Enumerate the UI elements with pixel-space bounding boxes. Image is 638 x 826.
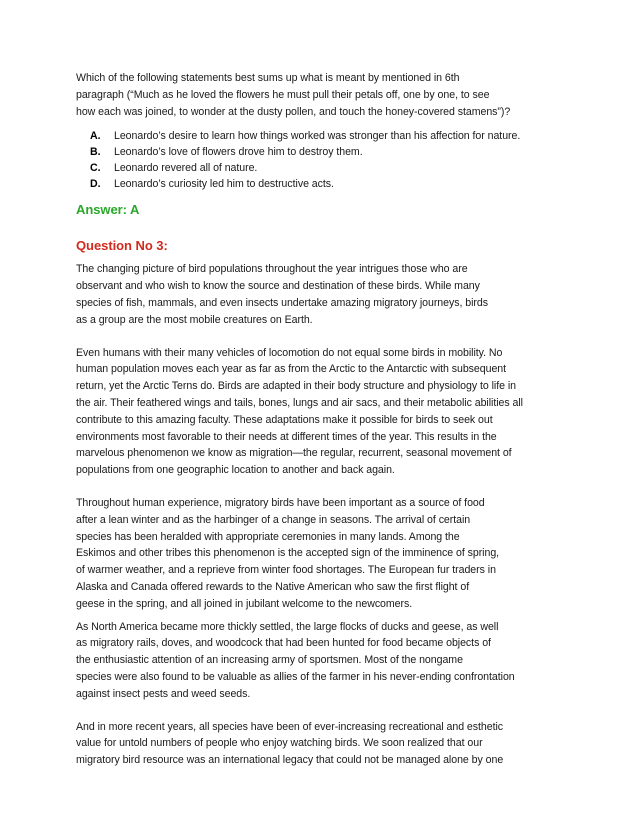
option-text: Leonardo’s love of flowers drove him to destroy them.: [114, 146, 363, 159]
question-line: Which of the following statements best sums up what is meant by mentioned in 6th: [76, 72, 460, 84]
paragraph-line: observant and who wish to know the source and destination of these birds. While many: [76, 280, 480, 293]
question-heading: Question No 3:: [76, 238, 168, 254]
paragraph-line: against insect pests and weed seeds.: [76, 687, 251, 700]
paragraph-line: as migratory rails, doves, and woodcock that had been hunted for food became objects of: [76, 637, 491, 650]
option-text: Leonardo’s curiosity led him to destructive acts.: [114, 178, 334, 191]
paragraph-line: environments most favorable to their needs at different times of the year. This results in the: [76, 430, 497, 443]
option-letter: A.: [90, 130, 101, 143]
option-text: Leonardo’s desire to learn how things worked was stronger than his affection for nature.: [114, 130, 521, 143]
question-line: paragraph (“Much as he loved the flowers he must pull their petals off, one by one, to see: [76, 88, 490, 101]
question-text: [76, 70, 566, 120]
paragraph-line: human population moves each year as far as from the Arctic to the Antarctic with subsequent: [76, 363, 507, 376]
paragraph-line: after a lean winter and as the harbinger of a change in seasons. The arrival of certain: [76, 513, 471, 526]
answer-options-list: [90, 128, 566, 192]
paragraph-3: [76, 495, 566, 613]
option-letter: D.: [90, 178, 101, 191]
paragraph-line: marvelous phenomenon we know as migration—the regular, recurrent, seasonal movement of: [76, 447, 512, 460]
option-a: [90, 128, 566, 144]
paragraph-line: return, yet the Arctic Terns do. Birds are adapted in their body structure and physiology to life in: [76, 380, 516, 393]
paragraph-line: As North America became more thickly settled, the large flocks of ducks and geese, as well: [76, 620, 499, 633]
paragraph-line: geese in the spring, and all joined in jubilant welcome to the newcomers.: [76, 597, 413, 610]
option-c: [90, 160, 566, 176]
option-d: [90, 176, 566, 192]
paragraph-line: of warmer weather, and a reprieve from winter food shortages. The European fur traders in: [76, 564, 496, 577]
paragraph-5: [76, 719, 566, 769]
option-letter: B.: [90, 146, 101, 159]
paragraph-2: [76, 345, 566, 479]
paragraph-line: as a group are the most mobile creatures on Earth.: [76, 313, 313, 326]
paragraph-4: [76, 619, 566, 703]
paragraph-1: [76, 261, 566, 328]
paragraph-line: value for untold numbers of people who enjoy watching birds. We soon realized that our: [76, 737, 483, 750]
paragraph-line: contribute to this amazing faculty. These adaptations make it possible for birds to seek out: [76, 413, 493, 426]
paragraph-line: species were also found to be valuable as allies of the farmer in his never-ending confrontation: [76, 670, 515, 683]
paragraph-line: And in more recent years, all species have been of ever-increasing recreational and esthetic: [76, 720, 504, 733]
paragraph-line: Even humans with their many vehicles of locomotion do not equal some birds in mobility. No: [76, 346, 503, 359]
question-line: how each was joined, to wonder at the dusty pollen, and touch the honey-covered stamens”)?: [76, 105, 511, 118]
paragraph-line: Eskimos and other tribes this phenomenon is the accepted sign of the imminence of spring,: [76, 547, 500, 560]
document-page: [76, 70, 566, 769]
paragraph-line: species has been heralded with appropriate ceremonies in many lands. Among the: [76, 530, 460, 543]
answer-label: Answer: A: [76, 202, 140, 218]
option-b: [90, 144, 566, 160]
option-letter: C.: [90, 162, 101, 175]
paragraph-line: the enthusiastic attention of an increasing army of sportsmen. Most of the nongame: [76, 654, 463, 667]
paragraph-line: Alaska and Canada offered rewards to the Native American who saw the first flight of: [76, 580, 470, 593]
paragraph-line: The changing picture of bird populations throughout the year intrigues those who are: [76, 263, 468, 276]
paragraph-line: populations from one geographic location to another and back again.: [76, 464, 395, 477]
paragraph-line: species of fish, mammals, and even insects undertake amazing migratory journeys, birds: [76, 296, 488, 309]
paragraph-line: migratory bird resource was an international legacy that could not be managed alone by one: [76, 754, 504, 767]
option-text: Leonardo revered all of nature.: [114, 162, 258, 175]
paragraph-line: the air. Their feathered wings and tails, bones, lungs and air sacs, and their metabolic abilities all: [76, 396, 523, 409]
paragraph-line: Throughout human experience, migratory birds have been important as a source of food: [76, 496, 485, 509]
